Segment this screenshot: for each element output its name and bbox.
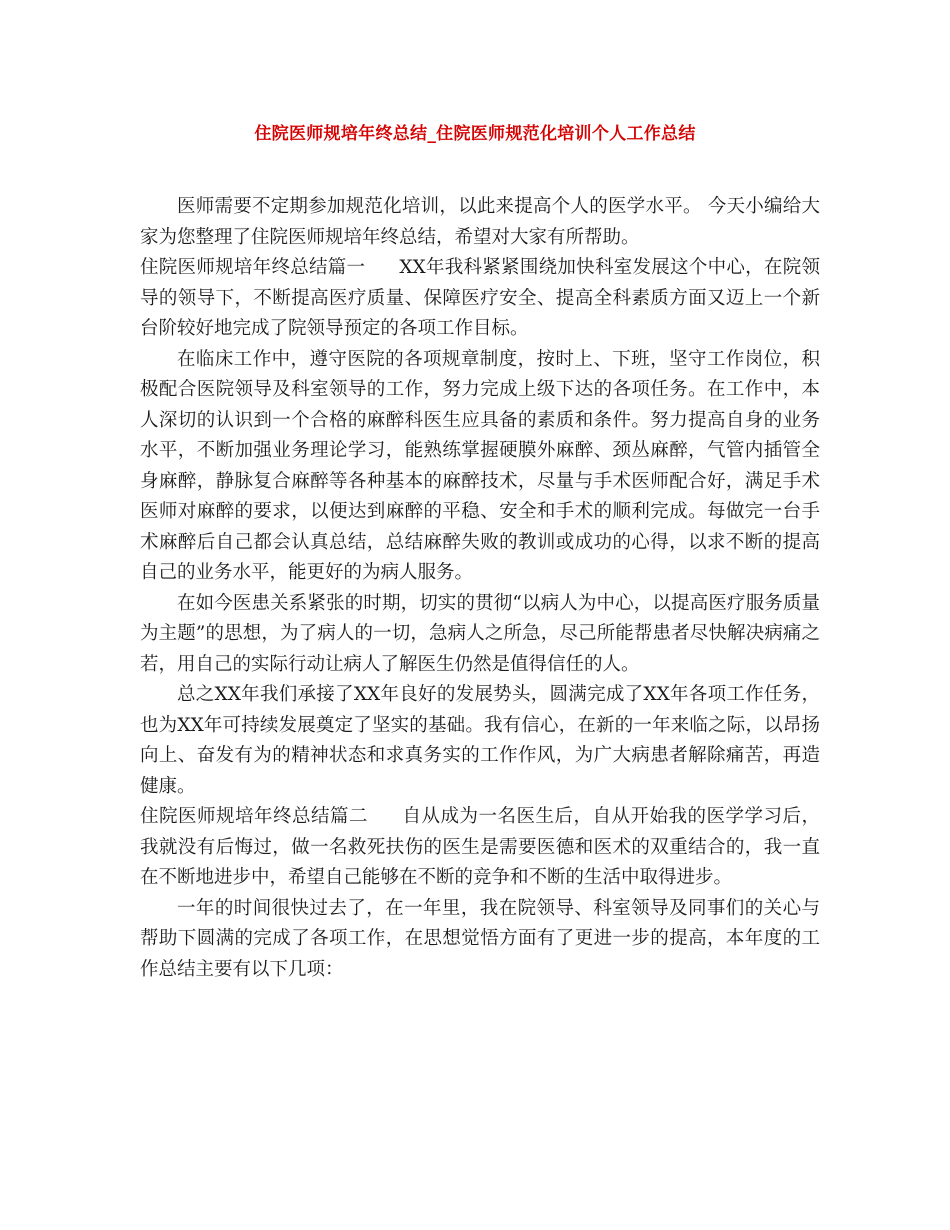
document-body bbox=[140, 192, 820, 985]
paragraph-conclusion: 总之XX年我们承接了XX年良好的发展势头，圆满完成了XX年各项工作任务，也为XX年可持续发展奠定了坚实的基础。我有信心，在新的一年来临之际，以昂扬向上、奋发有为的精神状态和求真务实的工作作风，为广大病患者解除痛苦，再造健康。 bbox=[140, 684, 820, 797]
paragraph-year-review: 一年的时间很快过去了，在一年里，我在院领导、科室领导及同事们的关心与帮助下圆满的完成了各项工作，在思想觉悟方面有了更进一步的提高，本年度的工作总结主要有以下几项： bbox=[140, 897, 820, 980]
section-heading: 住院医师规培年终总结篇一 bbox=[140, 257, 366, 278]
section-text: 自从成为一名医生后，自从开始我的医学学习后，我就没有后悔过，做一名救死扶伤的医生是需要医德和医术的双重结合的，我一直在不断地进步中，希望自己能够在不断的竞争和不断的生活中取得进步。 bbox=[140, 806, 820, 888]
paragraph-section-one bbox=[140, 253, 820, 345]
paragraph-clinical-work: 在临床工作中，遵守医院的各项规章制度，按时上、下班，坚守工作岗位，积极配合医院领导及科室领导的工作，努力完成上级下达的各项任务。在工作中，本人深切的认识到一个合格的麻醉科医生应具备的素质和条件。努力提高自身的业务水平，不断加强业务理论学习，能熟练掌握硬膜外麻醉、颈丛麻醉，气管内插管全身麻醉，静脉复合麻醉等各种基本的麻醉技术，尽量与手术医师配合好，满足手术医师对麻醉的要求，以便达到麻醉的平稳、安全和手术的顺利完成。每做完一台手术麻醉后自己都会认真总结，总结麻醉失败的教训或成功的心得，以求不断的提高自己的业务水平，能更好的为病人服务。 bbox=[140, 348, 820, 583]
section-text: XX年我科紧紧围绕加快科室发展这个中心，在院领导的领导下，不断提高医疗质量、保障医疗安全、提高全科素质方面又迈上一个新台阶较好地完成了院领导预定的各项工作目标。 bbox=[140, 257, 820, 339]
section-heading: 住院医师规培年终总结篇二 bbox=[140, 806, 368, 827]
paragraph-section-two bbox=[140, 802, 820, 894]
paragraph-intro: 医师需要不定期参加规范化培训，以此来提高个人的医学水平。 今天小编给大家为您整理了住院医师规培年终总结，希望对大家有所帮助。 bbox=[140, 196, 820, 248]
paragraph-patient-centered: 在如今医患关系紧张的时期，切实的贯彻“以病人为中心，以提高医疗服务质量为主题”的思想，为了病人的一切，急病人之所急，尽己所能帮患者尽快解决病痛之若，用自己的实际行动让病人了解医生仍然是值得信任的人。 bbox=[140, 592, 820, 675]
document-title: 住院医师规培年终总结_住院医师规范化培训个人工作总结 bbox=[254, 124, 696, 144]
